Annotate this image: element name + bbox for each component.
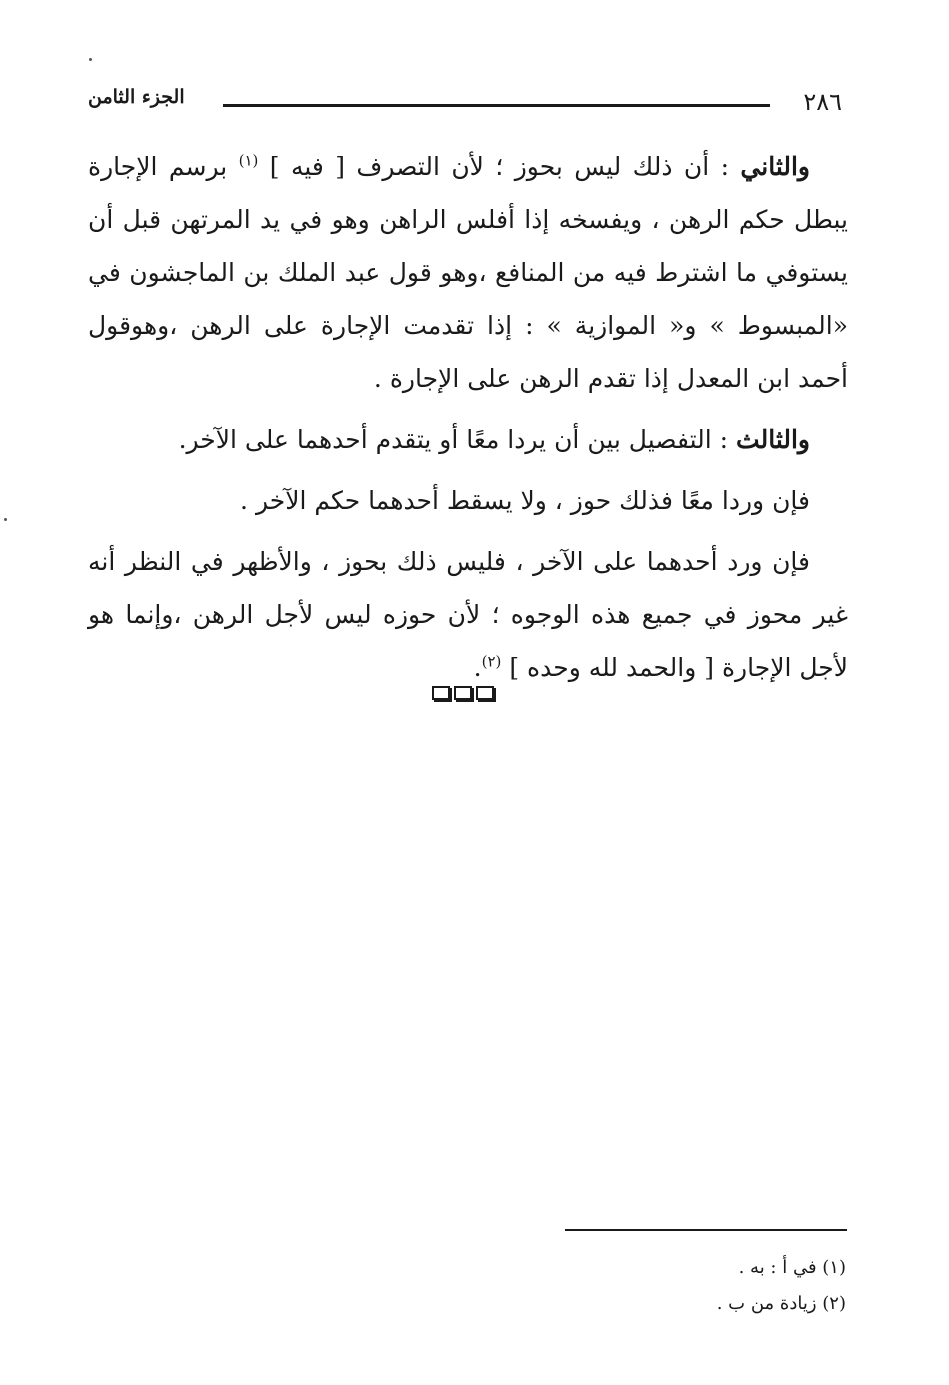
scan-speck <box>4 518 7 521</box>
body-text <box>88 140 848 694</box>
paragraph-text: برسم الإجارة يبطل حكم الرهن ، ويفسخه إذا أفلس الراهن وهو في يد المرتهن قبل أن يستوفي ما اشترط فيه من المنافع ،وهو قول عبد الملك بن الماجشون في «المبسوط » و« الموازية » : إذا تقدمت الإجارة على الرهن ،وهوقول أحمد ابن المعدل إذا تقدم الرهن على الإجارة . <box>88 152 848 393</box>
paragraph-lead: والثالث <box>736 425 810 454</box>
paragraph-second-opinion <box>88 140 848 405</box>
paragraph-text: فإن ورد أحدهما على الآخر ، فليس ذلك بحوز ، والأظهر في النظر أنه غير محوز في جميع هذه الوجوه ؛ لأن حوزه ليس لأجل الرهن ،وإنما هو لأجل الإجارة [ والحمد لله وحده ] <box>88 547 848 682</box>
page-number: ٢٨٦ <box>803 88 842 116</box>
scan-speck <box>89 58 92 61</box>
paragraph-sequential-case <box>88 535 848 694</box>
paragraph-text: : أن ذلك ليس بحوز ؛ لأن التصرف [ فيه ] <box>258 152 741 181</box>
ornament-box-icon <box>476 686 494 700</box>
paragraph-text: : التفصيل بين أن يردا معًا أو يتقدم أحدهما على الآخر. <box>178 425 737 454</box>
section-end-ornament <box>432 686 512 706</box>
running-title: الجزء الثامن <box>88 86 185 108</box>
paragraph-third-opinion <box>88 413 848 466</box>
ornament-box-icon <box>432 686 450 700</box>
page-header <box>88 84 848 124</box>
paragraph-together-case <box>88 474 848 527</box>
ornament-box-icon <box>454 686 472 700</box>
footnote-ref-1: (١) <box>238 151 259 170</box>
paragraph-text: . <box>473 653 482 682</box>
footnotes <box>560 1250 846 1322</box>
paragraph-lead: والثاني <box>740 152 810 181</box>
header-rule <box>223 104 770 107</box>
footnote-rule <box>565 1229 847 1231</box>
footnote-ref-2: (٢) <box>481 652 502 671</box>
paragraph-text: فإن وردا معًا فذلك حوز ، ولا يسقط أحدهما حكم الآخر . <box>240 486 810 515</box>
footnote-1: (١) في أ : به . <box>738 1257 846 1278</box>
footnote-2: (٢) زيادة من ب . <box>716 1293 846 1314</box>
